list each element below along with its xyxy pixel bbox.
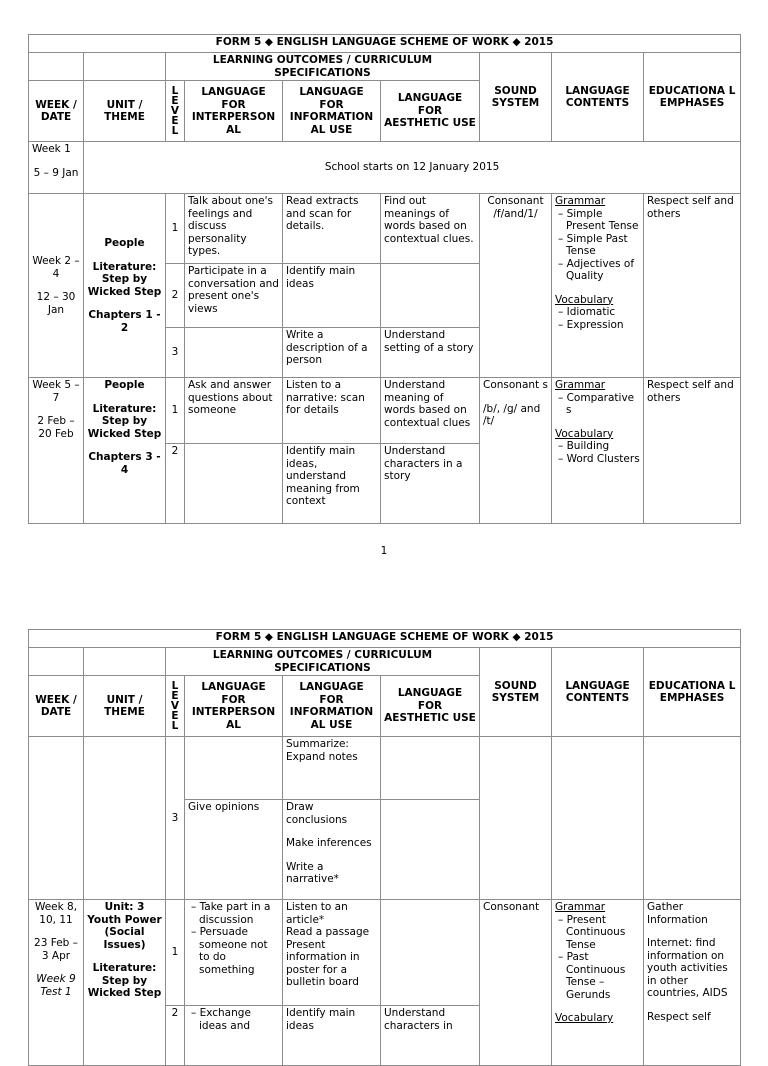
educational-emphases-cell: Respect self and others bbox=[644, 194, 741, 378]
list-item: – Comparative s bbox=[555, 392, 640, 417]
informational-cell: Write a description of a person bbox=[283, 328, 381, 378]
informational-cell: Identify main ideas bbox=[283, 264, 381, 328]
theme-cell bbox=[84, 737, 166, 900]
aesthetic-cell: Find out meanings of words based on contextual clues. bbox=[381, 194, 480, 264]
aesthetic-cell: Understand meaning of words based on contextual clues bbox=[381, 378, 480, 444]
interpersonal-cell: Talk about one's feelings and discuss personality types. bbox=[185, 194, 283, 264]
header-blank bbox=[29, 648, 84, 676]
week-cell bbox=[29, 737, 84, 900]
header-language-contents: LANGUAGE CONTENTS bbox=[552, 648, 644, 737]
header-educational-emphases: EDUCATIONA L EMPHASES bbox=[644, 53, 741, 142]
header-blank bbox=[84, 53, 166, 81]
level-number: 1 bbox=[166, 194, 185, 264]
list-item: – Take part in a discussion bbox=[188, 901, 279, 926]
list-item: – Simple Past Tense bbox=[555, 233, 640, 258]
aesthetic-cell: Understand setting of a story bbox=[381, 328, 480, 378]
list-item: – Expression bbox=[555, 319, 640, 332]
scheme-table-page-2 bbox=[28, 629, 741, 1066]
sound-system-cell: Consonant /f/and/1/ bbox=[480, 194, 552, 378]
language-contents-cell bbox=[552, 737, 644, 900]
header-learning-outcomes: LEARNING OUTCOMES / CURRICULUM SPECIFICATIONS bbox=[166, 53, 480, 81]
header-learning-outcomes: LEARNING OUTCOMES / CURRICULUM SPECIFICATIONS bbox=[166, 648, 480, 676]
language-contents-cell: Grammar – Comparative s Vocabulary – Building – Word Clusters bbox=[552, 378, 644, 524]
level-number: 1 bbox=[166, 378, 185, 444]
header-educational-emphases: EDUCATIONA L EMPHASES bbox=[644, 648, 741, 737]
header-interpersonal: LANGUAGE FOR INTERPERSON AL bbox=[185, 81, 283, 142]
aesthetic-cell: Understand characters in a story bbox=[381, 444, 480, 524]
header-unit-theme: UNIT / THEME bbox=[84, 676, 166, 737]
header-language-contents: LANGUAGE CONTENTS bbox=[552, 53, 644, 142]
interpersonal-cell: Participate in a conversation and present one's views bbox=[185, 264, 283, 328]
aesthetic-cell: Understand characters in bbox=[381, 1006, 480, 1066]
informational-cell: Listen to an article* Read a passage Present information in poster for a bulletin board bbox=[283, 900, 381, 1006]
informational-cell: Identify main ideas bbox=[283, 1006, 381, 1066]
theme-cell: Unit: 3 Youth Power (Social Issues) Literature: Step by Wicked Step bbox=[84, 900, 166, 1066]
list-item: – Persuade someone not to do something bbox=[188, 926, 279, 976]
list-item: – Simple Present Tense bbox=[555, 208, 640, 233]
school-start-note: School starts on 12 January 2015 bbox=[84, 142, 741, 194]
list-item: – Word Clusters bbox=[555, 453, 640, 466]
header-interpersonal: LANGUAGE FOR INTERPERSON AL bbox=[185, 676, 283, 737]
interpersonal-cell: Give opinions bbox=[185, 800, 283, 900]
level-number: 2 bbox=[166, 444, 185, 524]
aesthetic-cell bbox=[381, 900, 480, 1006]
header-aesthetic: LANGUAGE FOR AESTHETIC USE bbox=[381, 676, 480, 737]
scheme-title: FORM 5 ◆ ENGLISH LANGUAGE SCHEME OF WORK ◆ 2015 bbox=[29, 35, 741, 53]
level-number: 3 bbox=[166, 737, 185, 900]
list-item: – Building bbox=[555, 440, 640, 453]
list-item: – Present Continuous Tense bbox=[555, 914, 640, 952]
interpersonal-cell bbox=[185, 900, 283, 1006]
interpersonal-cell bbox=[185, 737, 283, 800]
level-number: 2 bbox=[166, 1006, 185, 1066]
informational-cell: Identify main ideas, understand meaning from context bbox=[283, 444, 381, 524]
educational-emphases-cell bbox=[644, 737, 741, 900]
interpersonal-cell bbox=[185, 1006, 283, 1066]
educational-emphases-cell: Gather Information Internet: find information on youth activities in other countries, AIDS Respect self bbox=[644, 900, 741, 1066]
header-blank bbox=[84, 648, 166, 676]
page-number: 1 bbox=[380, 545, 388, 557]
header-informational: LANGUAGE FOR INFORMATION AL USE bbox=[283, 81, 381, 142]
list-item: – Past Continuous Tense – Gerunds bbox=[555, 951, 640, 1001]
header-week-date: WEEK / DATE bbox=[29, 676, 84, 737]
interpersonal-cell bbox=[185, 328, 283, 378]
language-contents-cell: Grammar – Simple Present Tense – Simple Past Tense – Adjectives of Quality Vocabulary – Idiomatic – Expression bbox=[552, 194, 644, 378]
level-number: 2 bbox=[166, 264, 185, 328]
aesthetic-cell bbox=[381, 800, 480, 900]
scheme-page-2 bbox=[28, 629, 740, 1066]
week-cell: Week 1 5 – 9 Jan bbox=[29, 142, 84, 194]
scheme-table-page-1 bbox=[28, 34, 741, 524]
list-item: – Idiomatic bbox=[555, 306, 640, 319]
aesthetic-cell bbox=[381, 737, 480, 800]
list-item: – Adjectives of Quality bbox=[555, 258, 640, 283]
theme-cell: People Literature: Step by Wicked Step Chapters 3 - 4 bbox=[84, 378, 166, 524]
sound-system-cell: Consonant s /b/, /g/ and /t/ bbox=[480, 378, 552, 524]
theme-cell: People Literature: Step by Wicked Step Chapters 1 - 2 bbox=[84, 194, 166, 378]
header-level: L E V E L bbox=[166, 81, 185, 142]
header-informational: LANGUAGE FOR INFORMATION AL USE bbox=[283, 676, 381, 737]
header-blank bbox=[29, 53, 84, 81]
header-sound-system: SOUND SYSTEM bbox=[480, 648, 552, 737]
interpersonal-cell bbox=[185, 444, 283, 524]
sound-system-cell: Consonant bbox=[480, 900, 552, 1066]
sound-system-cell bbox=[480, 737, 552, 900]
header-aesthetic: LANGUAGE FOR AESTHETIC USE bbox=[381, 81, 480, 142]
week-cell: Week 5 – 7 2 Feb – 20 Feb bbox=[29, 378, 84, 524]
week-cell: Week 2 – 4 12 – 30 Jan bbox=[29, 194, 84, 378]
list-item: – Exchange ideas and bbox=[188, 1007, 279, 1032]
header-week-date: WEEK / DATE bbox=[29, 81, 84, 142]
header-sound-system: SOUND SYSTEM bbox=[480, 53, 552, 142]
scheme-page-1 bbox=[28, 34, 740, 524]
informational-cell: Draw conclusions Make inferences Write a narrative* bbox=[283, 800, 381, 900]
language-contents-cell: Grammar – Present Continuous Tense – Past Continuous Tense – Gerunds Vocabulary bbox=[552, 900, 644, 1066]
header-unit-theme: UNIT / THEME bbox=[84, 81, 166, 142]
educational-emphases-cell: Respect self and others bbox=[644, 378, 741, 524]
week-cell: Week 8, 10, 11 23 Feb – 3 Apr Week 9 Test 1 bbox=[29, 900, 84, 1066]
level-number: 3 bbox=[166, 328, 185, 378]
level-number: 1 bbox=[166, 900, 185, 1006]
scheme-title: FORM 5 ◆ ENGLISH LANGUAGE SCHEME OF WORK ◆ 2015 bbox=[29, 630, 741, 648]
interpersonal-cell: Ask and answer questions about someone bbox=[185, 378, 283, 444]
header-level: L E V E L bbox=[166, 676, 185, 737]
aesthetic-cell bbox=[381, 264, 480, 328]
informational-cell: Summarize: Expand notes bbox=[283, 737, 381, 800]
informational-cell: Read extracts and scan for details. bbox=[283, 194, 381, 264]
informational-cell: Listen to a narrative: scan for details bbox=[283, 378, 381, 444]
